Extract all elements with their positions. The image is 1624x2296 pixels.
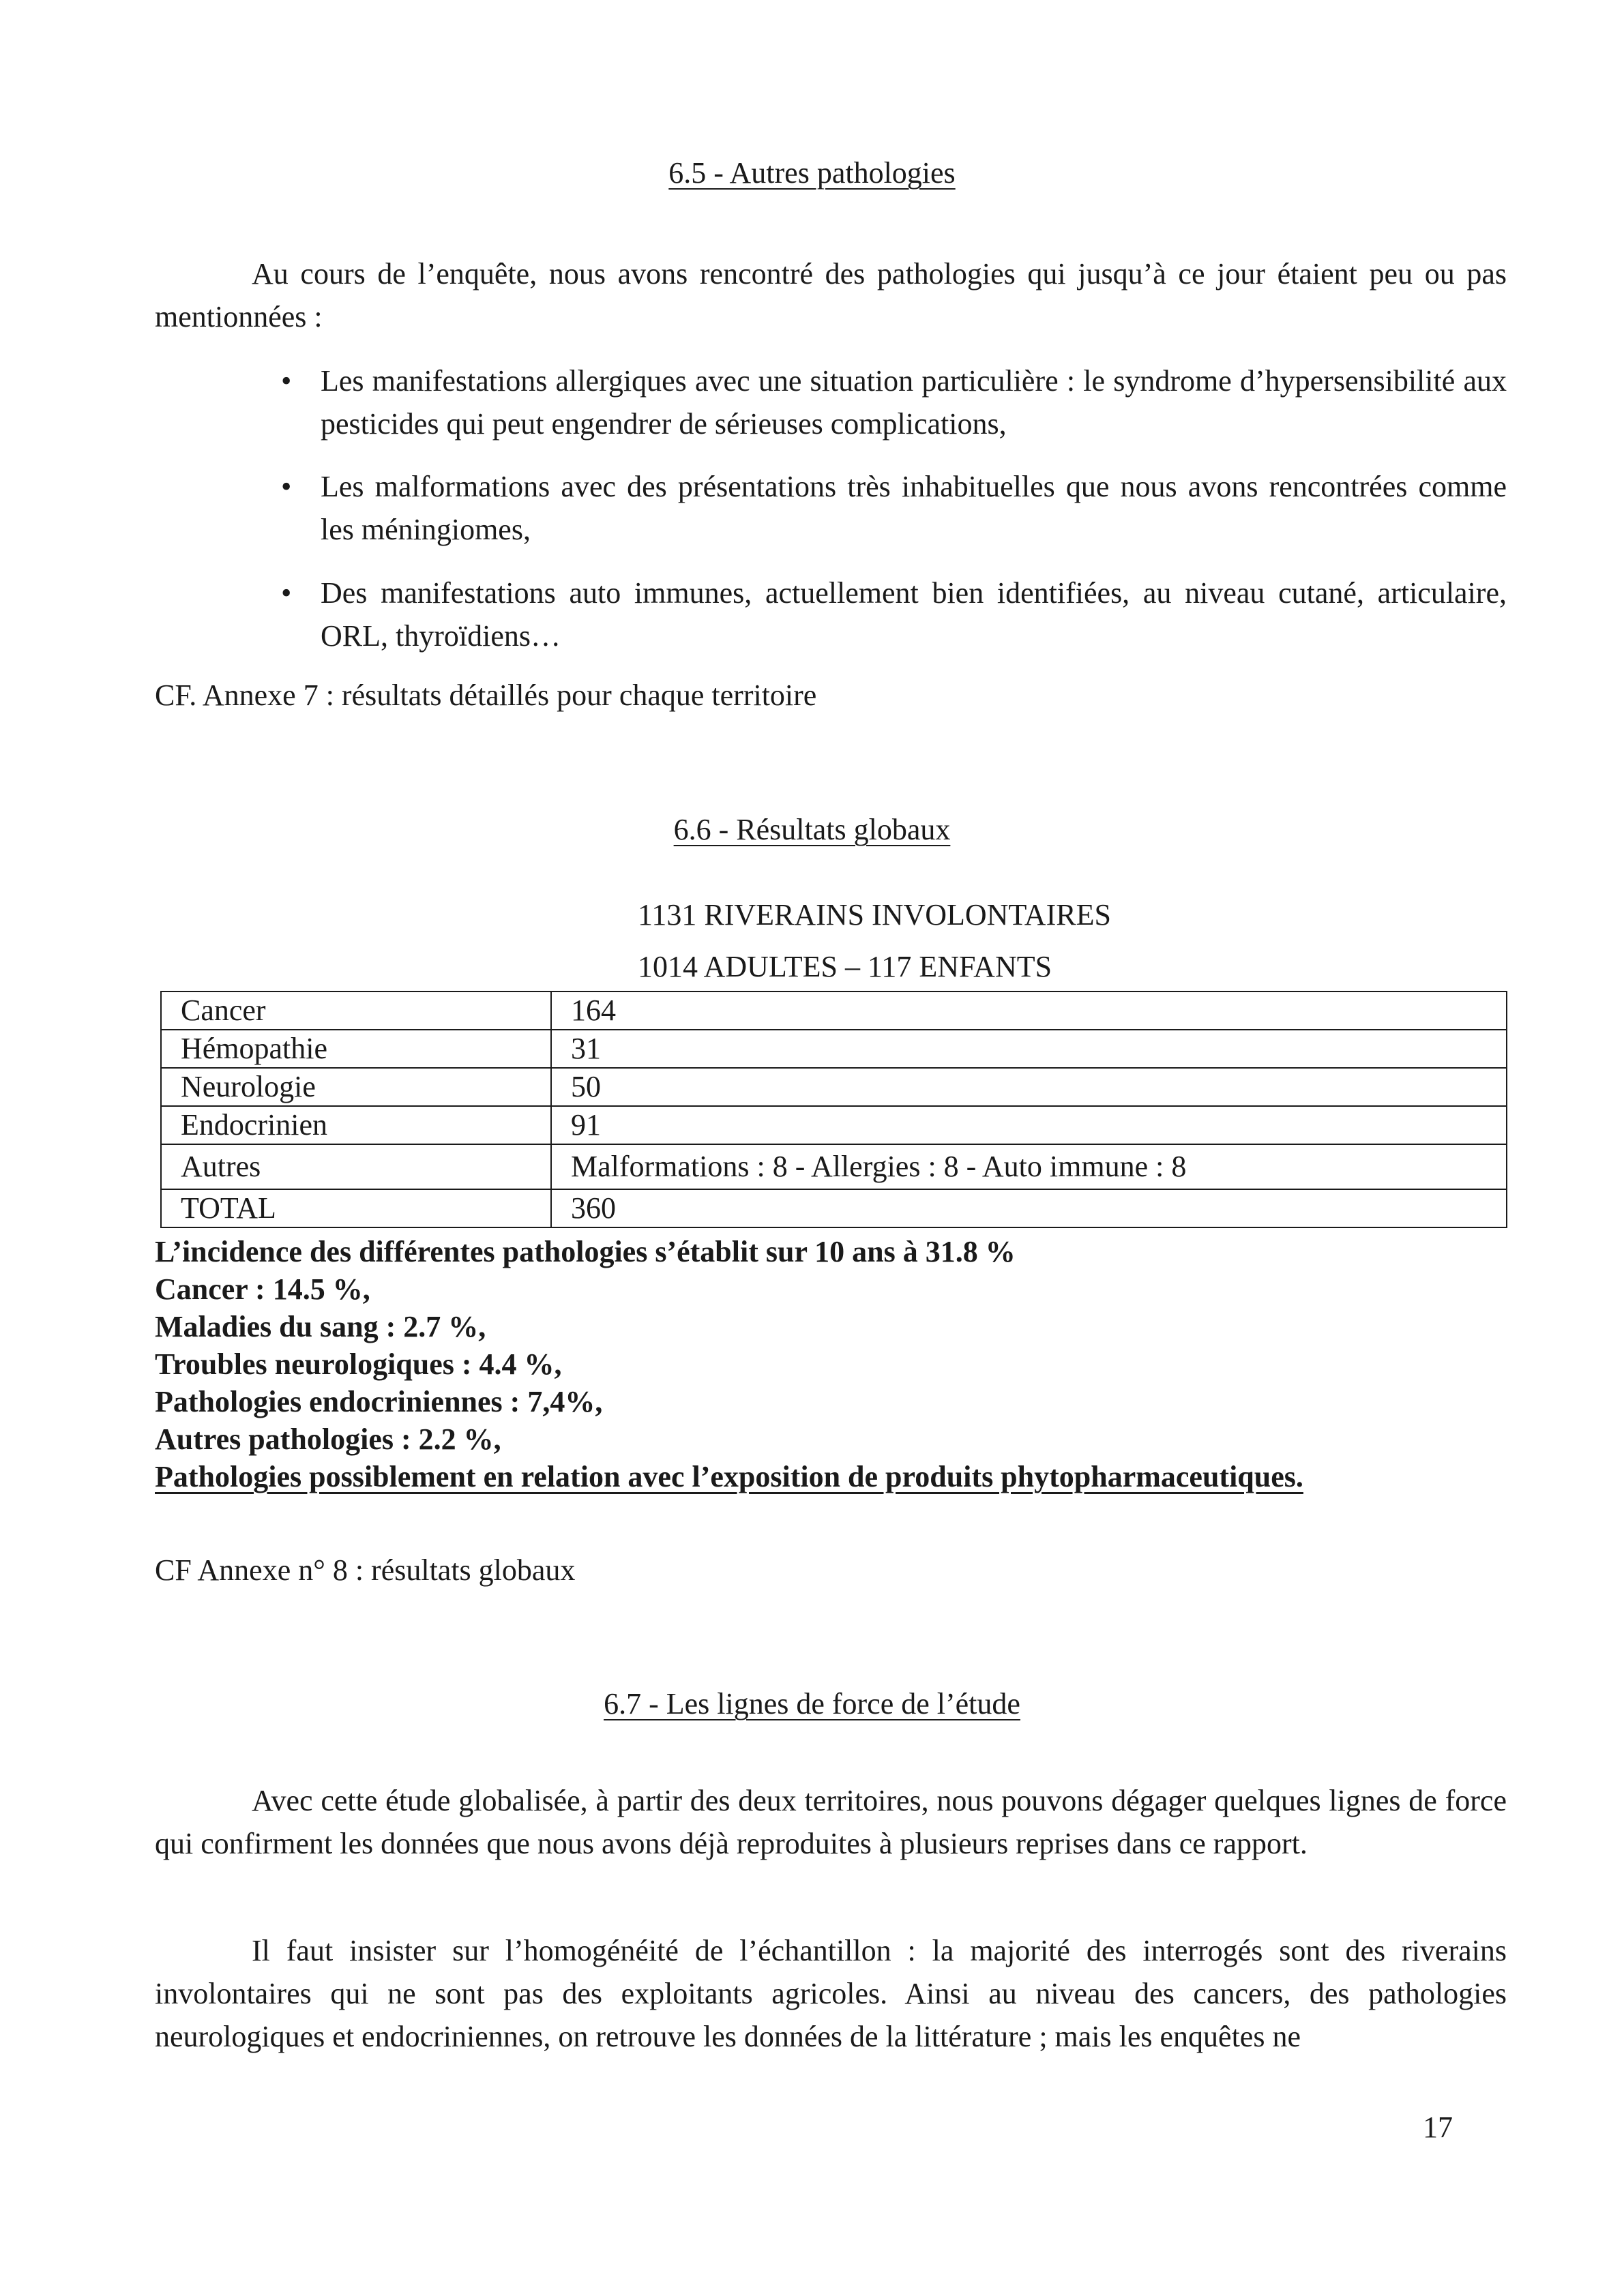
section-heading-6-6: 6.6 - Résultats globaux bbox=[673, 813, 951, 846]
annex-7-reference: CF. Annexe 7 : résultats détaillés pour chaque territoire bbox=[155, 679, 817, 712]
row-value: 91 bbox=[551, 1106, 1507, 1144]
row-value: 360 bbox=[551, 1189, 1507, 1227]
summary-line: Maladies du sang : 2.7 %, bbox=[155, 1310, 486, 1343]
riverains-count: 1131 RIVERAINS INVOLONTAIRES bbox=[638, 898, 1111, 931]
row-label: Neurologie bbox=[161, 1068, 551, 1106]
bullet-item-malformations bbox=[281, 465, 1507, 551]
summary-underlined-line: Pathologies possiblement en relation avec l’exposition de produits phytopharmaceutiques. bbox=[155, 1460, 1303, 1493]
bullet-text: Les manifestations allergiques avec une situation particulière : le syndrome d’hypersensibilité aux pesticides qui peut engendrer de sérieuses complications, bbox=[321, 364, 1507, 441]
section-6-5-intro: Au cours de l’enquête, nous avons rencontré des pathologies qui jusqu’à ce jour étaient peu ou pas mentionnées : bbox=[155, 257, 1507, 333]
bullet-text: Les malformations avec des présentations très inhabituelles que nous avons rencontrées comme les méningiomes, bbox=[321, 470, 1507, 546]
table-row bbox=[161, 992, 1507, 1030]
bullet-icon: • bbox=[281, 364, 292, 398]
table-row bbox=[161, 1144, 1507, 1189]
section-6-7-paragraph-1: Avec cette étude globalisée, à partir des deux territoires, nous pouvons dégager quelques lignes de force qui confirment les données que nous avons déjà reproduites à plusieurs reprises dans ce rapport. bbox=[155, 1784, 1507, 1860]
row-value: 31 bbox=[551, 1030, 1507, 1068]
table-row bbox=[161, 1030, 1507, 1068]
summary-line: Autres pathologies : 2.2 %, bbox=[155, 1422, 501, 1456]
page-number: 17 bbox=[1423, 2111, 1453, 2144]
table-row bbox=[161, 1106, 1507, 1144]
section-heading-6-7: 6.7 - Les lignes de force de l’étude bbox=[604, 1687, 1020, 1720]
table-row bbox=[161, 1068, 1507, 1106]
bullet-icon: • bbox=[281, 470, 292, 503]
row-label: Cancer bbox=[161, 992, 551, 1030]
row-label: Endocrinien bbox=[161, 1106, 551, 1144]
incidence-summary bbox=[155, 1233, 1303, 1495]
row-value: 164 bbox=[551, 992, 1507, 1030]
row-value: 50 bbox=[551, 1068, 1507, 1106]
bullet-icon: • bbox=[281, 576, 292, 610]
row-label: TOTAL bbox=[161, 1189, 551, 1227]
results-table bbox=[160, 991, 1507, 1228]
section-6-7-paragraph-2: Il faut insister sur l’homogénéité de l’échantillon : la majorité des interrogés sont des riverains involontaires qui ne sont pas des exploitants agricoles. Ainsi au niveau des cancers, des pathologies neurologiques et endocriniennes, on retrouve les données de la littérature ; mais les enquêtes ne bbox=[155, 1934, 1507, 2053]
row-label: Hémopathie bbox=[161, 1030, 551, 1068]
adults-children-count: 1014 ADULTES – 117 ENFANTS bbox=[638, 950, 1052, 983]
summary-line: Pathologies endocriniennes : 7,4%, bbox=[155, 1385, 603, 1418]
table-row bbox=[161, 1189, 1507, 1227]
section-heading-6-5: 6.5 - Autres pathologies bbox=[668, 156, 956, 190]
row-value: Malformations : 8 - Allergies : 8 - Auto immune : 8 bbox=[551, 1144, 1507, 1189]
summary-line: Troubles neurologiques : 4.4 %, bbox=[155, 1347, 562, 1381]
summary-line: Cancer : 14.5 %, bbox=[155, 1272, 370, 1306]
bullet-item-allergies bbox=[281, 359, 1507, 445]
bullet-item-auto-immune bbox=[281, 571, 1507, 657]
row-label: Autres bbox=[161, 1144, 551, 1189]
summary-line: L’incidence des différentes pathologies s’établit sur 10 ans à 31.8 % bbox=[155, 1235, 1016, 1268]
bullet-text: Des manifestations auto immunes, actuellement bien identifiées, au niveau cutané, articulaire, ORL, thyroïdiens… bbox=[321, 576, 1507, 653]
annex-8-reference: CF Annexe n° 8 : résultats globaux bbox=[155, 1553, 576, 1587]
